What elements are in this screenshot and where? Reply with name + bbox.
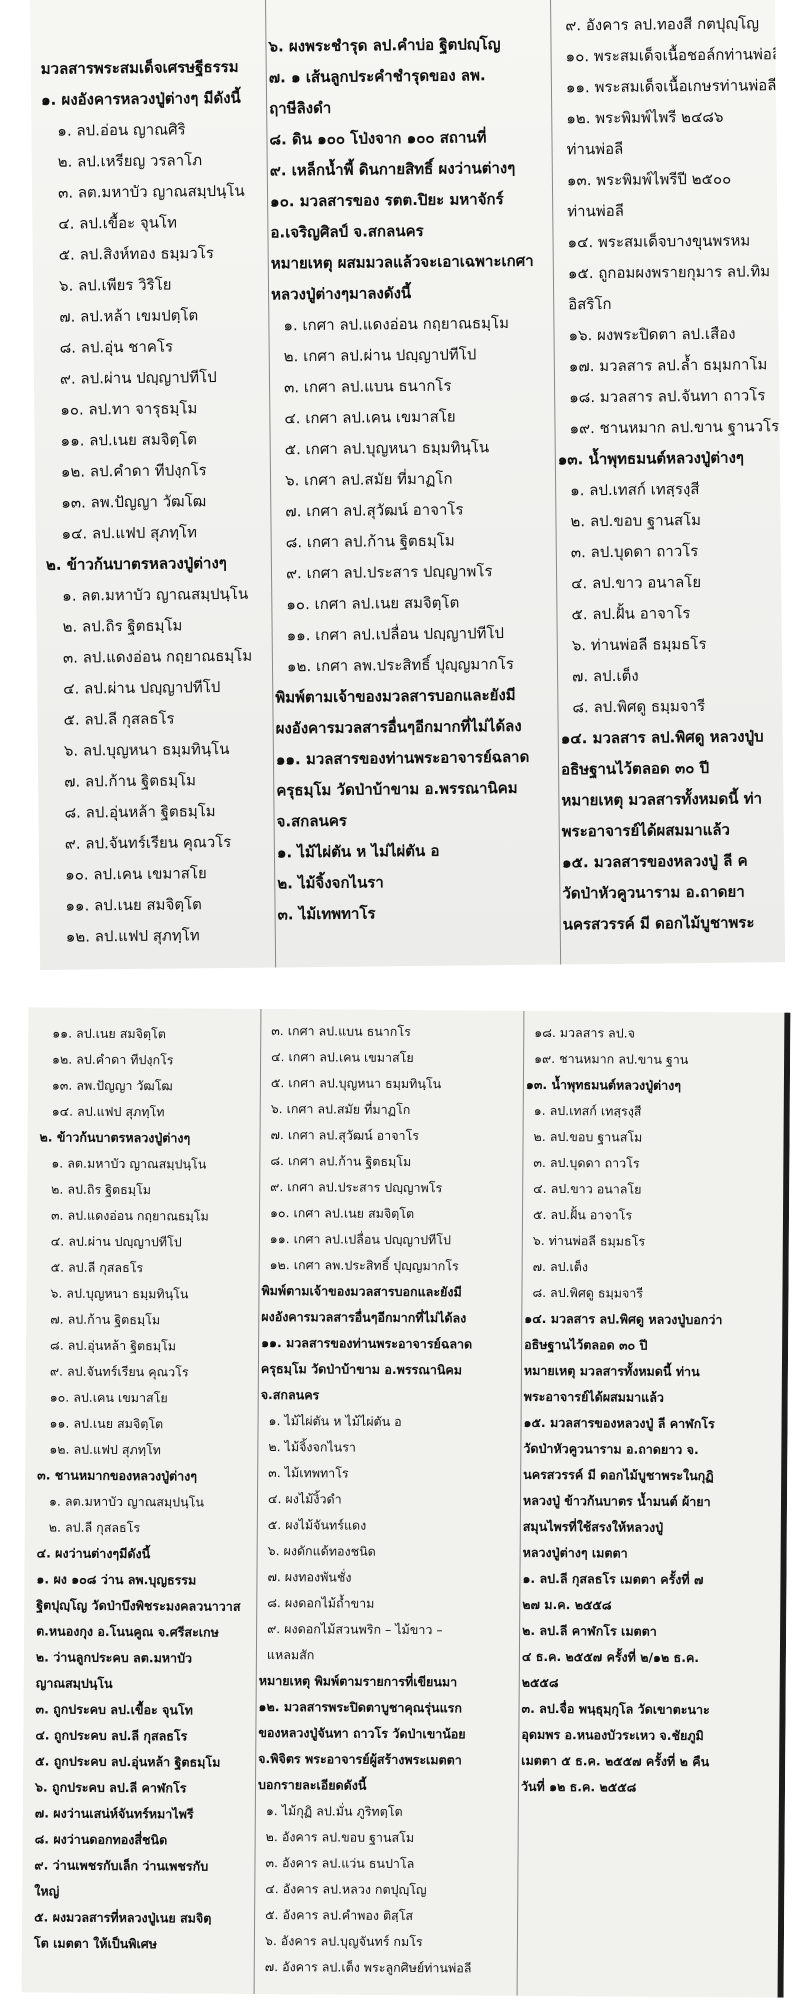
text-line: ๑๑. ลป.เนย สมจิตฺโต	[52, 1025, 166, 1042]
text-line: ๒๗ ม.ค. ๒๕๕๘	[522, 1596, 612, 1613]
text-line: ๕. ลป.สิงห์ทอง ธมฺมวโร	[58, 244, 214, 264]
text-line: ๑๐. ลป.ทา จารุธมฺโม	[60, 399, 198, 419]
text-line: ของหลวงปู่จันทา ถาวโร วัดป่าเขาน้อย	[258, 1724, 466, 1742]
text-line: ๓. ลป.แดงอ่อน กถฺยาณธมฺโม	[62, 646, 253, 667]
text-line: ครุธมฺโม วัดป่าบ้าขาม อ.พรรณานิคม	[260, 1360, 463, 1378]
text-line: ๗. ผงว่านเสน่ห์จันทร์หมาไพรี	[34, 1805, 194, 1822]
text-line: ๙. ลป.จันทร์เรียน คุณวโร	[49, 1363, 189, 1380]
text-line: ๑๒. เกศา ลพ.ประสิทธิ์ ปุญฺญมากโร	[269, 1257, 459, 1274]
text-line: ๑๑. ลป.เนย สมจิตฺโต	[49, 1415, 164, 1432]
text-line: ๑๖. ผงพระปิดตา ลป.เสือง	[568, 324, 736, 345]
text-line: ๑. ไม้ไผ่ตัน ห ไม้ไผ่ตัน อ	[268, 1413, 402, 1429]
text-line: ๒. ลป.ลี กุสลธโร	[48, 1519, 141, 1536]
text-line: ๙. ลป.จันทร์เรียน คุณวโร	[64, 832, 232, 853]
text-line: ๗. ผงทองพันชั่ง	[267, 1569, 352, 1585]
text-line: พิมพ์ตามเจ้าของมวลสารบอกและยังมี	[261, 1282, 462, 1300]
text-line: ๕. ผงมวลสารที่หลวงปู่เนย สมจิตฺ	[34, 1909, 212, 1926]
text-line: ๙. เกศา ลป.ประสาร ปญฺญาพโร	[285, 562, 493, 583]
column-2	[265, 0, 556, 967]
text-line: ๑๓. น้ำพุทธมนต์หลวงปู่ต่างๆ	[525, 1076, 682, 1093]
text-line: ๖. เกศา ลป.สมัย ที่มาฏโก	[284, 469, 453, 490]
text-line: ๒. ลป.เหรียญ วรลาโภ	[57, 151, 203, 171]
text-line: ๖. ผงพระชำรุด ลป.คำบ่อ ฐิตปญฺโญ	[268, 35, 501, 56]
text-line: ๔. เกศา ลป.เคน เขมาสโย	[271, 1049, 414, 1066]
text-line: ๘. ลป.อุ่น ชาคโร	[59, 337, 174, 357]
text-line: ญาณสมฺปนฺโน	[35, 1675, 113, 1691]
column-2	[254, 1009, 517, 1996]
column-3	[517, 1011, 787, 1998]
text-line: ๖. ถูกประคบ ลป.ลี คาฬกโร	[34, 1779, 187, 1796]
text-line: ๓. ลป.แดงอ่อน กถฺยาณธมฺโม	[50, 1207, 209, 1224]
text-line: ๖. ท่านพ่อลี ธมฺมธโร	[532, 1232, 646, 1249]
column-1	[32, 1007, 254, 1993]
text-line: ต.หนองกุง อ.โนนคูณ จ.ศรีสะเกษ	[36, 1623, 219, 1640]
text-line: วันที่ ๑๒ ธ.ค. ๒๕๕๘	[520, 1778, 637, 1795]
text-line: ๑. ลต.มหาบัว ญาณสมฺปนฺโน	[51, 1155, 207, 1172]
text-line: ๑๒. เกศา ลพ.ประสิทธิ์ ปุญฺญมากโร	[286, 654, 514, 676]
text-line: ๑๔. ลป.แฟป สุภทฺโท	[61, 523, 198, 543]
text-line: ๑. ผง ๑๐๘ ว่าน ลพ.บุญธรรม	[36, 1571, 197, 1588]
document-photo-1	[30, 0, 785, 970]
text-line: แหลมสัก	[266, 1647, 315, 1663]
text-line: ๘. ผงว่านดอกทองสี่ชนิด	[34, 1831, 168, 1848]
text-line: ๕. ลป.ฝั้น อาจาโร	[571, 604, 691, 624]
text-line: หมายเหตุ พิมพ์ตามรายการที่เขียนมา	[258, 1672, 458, 1690]
text-line: ๑. ลป.เทสก์ เทสฺรงฺสี	[570, 480, 700, 500]
text-line: ๒. ลป.ขอบ ฐานสโม	[570, 511, 702, 531]
text-line: นครสวรรค์ มี ดอกไม้บูชาพระในกุฏิ	[523, 1466, 714, 1484]
text-line: ๒๕๕๘	[521, 1674, 559, 1691]
text-line: ๗. ลป.ก้าน ฐิตธมฺโม	[64, 771, 197, 791]
text-line: ๘. ผงดอกไม้ถ้ำขาม	[267, 1595, 375, 1611]
text-line: ๑๕. ถูกอมผงพรายกุมาร ลป.ทิม	[567, 262, 771, 283]
text-line: ๘. ลป.อุ่นหล้า ฐิตธมฺโม	[64, 802, 216, 822]
text-line: ๑. ลต.มหาบัว ญาณสมฺปนฺโน	[62, 584, 249, 605]
text-line: ๓. ลป.บุดดา ถาวโร	[533, 1154, 640, 1171]
text-line: ๑. เกศา ลป.แดงอ่อน กถฺยาณธมฺโม	[283, 314, 510, 335]
text-line: ๑๓. ลพ.ปัญญา วัฒโฒ	[51, 1077, 173, 1094]
text-line: ๑๑. ลป.เนย สมจิตฺโต	[60, 430, 198, 450]
text-line: หลวงปู่ ข้าวก้นบาตร น้ำมนต์ ผ้ายา	[522, 1492, 711, 1510]
text-line: เมตตา ๕ ธ.ค. ๒๕๕๗ ครั้งที่ ๒ คืน	[521, 1752, 710, 1770]
text-line: ๓. ลต.มหาบัว ญาณสมฺปนฺโน	[57, 181, 245, 202]
text-line: ๒. ข้าวก้นบาตรหลวงปู่ต่างๆ	[39, 1129, 191, 1146]
text-line: ๘. เกศา ลป.ก้าน ฐิตธมฺโม	[285, 531, 455, 552]
text-line: ๙. อังคาร ลป.ทองสี กตปุญฺโญ	[565, 14, 760, 35]
text-line: ๕. อังคาร ลป.คำพอง ติสฺโส	[265, 1907, 414, 1924]
text-line: ๔. ผงไม้งิ้วดำ	[267, 1491, 342, 1507]
text-line: ๒. ไม้จิ้งจกไนรา	[268, 1439, 357, 1455]
text-line: ๑๕. มวลสารของหลวงปู่ ลี ค	[561, 851, 748, 872]
text-line: ๑๙. ชานหมาก ลป.ขาน ฐาน	[534, 1050, 689, 1067]
text-line: บอกรายละเอียดดังนี้	[257, 1776, 367, 1793]
text-line: ๑๐. เกศา ลป.เนย สมจิตฺโต	[269, 1205, 415, 1222]
text-line: ๑๒. ลป.คำดา ทีปงฺกโร	[60, 461, 207, 481]
text-line: ๗. ลป.ก้าน ฐิตธมฺโม	[50, 1311, 161, 1328]
text-line: อ.เจริญศิลป์ จ.สกลนคร	[270, 221, 424, 242]
text-line: ๔ ธ.ค. ๒๕๕๗ ครั้งที่ ๒/๑๒ ธ.ค.	[521, 1648, 700, 1666]
text-line: ๓. ถูกประคบ ลป.เขื้อะ จุนโท	[35, 1701, 193, 1718]
column-3	[550, 0, 785, 965]
text-line: ๑๐. มวลสารของ รตต.ปิยะ มหาจักร์	[270, 190, 504, 211]
text-line: ๑๐. ลป.เคน เขมาสโย	[49, 1389, 168, 1406]
text-line: ๓. ลป.บุดดา ถาวโร	[570, 542, 699, 562]
text-line: ๓. ไม้เทพทาโร	[268, 1465, 349, 1481]
text-line: ๘. ลป.พิศดู ธมฺมจารี	[532, 1284, 644, 1301]
text-line: วัดป่าหัวคูวนาราม อ.ถาดยาว จ.	[523, 1440, 699, 1458]
text-line: ๘. เกศา ลป.ก้าน ฐิตธมฺโม	[270, 1153, 412, 1170]
text-line: ๙. ผงดอกไม้สวนพริก – ไม้ขาว –	[267, 1621, 443, 1638]
text-line: ๑๒. มวลสารพระปิดตาบูชาคุณรุ่นแรก	[258, 1698, 463, 1716]
text-line: ๑. ไม้ไผ่ตัน ห ไม่ไผ่ตัน อ	[276, 841, 440, 862]
text-line: ๖. ท่านพ่อลี ธมฺมธโร	[571, 634, 707, 655]
text-line: จ.สกลนคร	[260, 1386, 320, 1403]
text-line: ๙. ลป.ผ่าน ปญฺญาปทีโป	[59, 368, 217, 388]
text-line: พระอาจารย์ได้ผสมมาแล้ว	[561, 820, 731, 841]
text-line: ๑๑. มวลสารของท่านพระอาจารย์ฉลาด	[275, 747, 530, 769]
text-line: ๑๔. พระสมเด็จบางขุนพรหม	[567, 231, 751, 252]
text-line: ๖. ลป.เพียร วิริโย	[58, 275, 172, 295]
text-line: ๕. ลป.ฝั้น อาจาโร	[532, 1206, 633, 1223]
column-1	[38, 0, 268, 970]
text-line: ๓. ไม้เทพทาโร	[277, 904, 376, 924]
text-line: ๑. ผงอังคารหลวงปู่ต่างๆ มีดังนี้	[40, 88, 241, 109]
text-line: ๗. เกศา ลป.สุวัฒน์ อาจาโร	[270, 1127, 420, 1144]
text-line: ๖. ลป.บุญหนา ธมฺมทินฺโน	[63, 739, 230, 760]
text-line: ๔. ถูกประคบ ลป.ลี กุสลธโร	[35, 1727, 188, 1744]
text-line: ฤาษีลิงดำ	[269, 98, 332, 118]
text-line: จ.พิจิตร พระอาจารย์ผู้สร้างพระเมตตา	[258, 1750, 462, 1768]
text-line: ๑๔. มวลสาร ลป.พิศดู หลวงปู่บ	[560, 727, 764, 748]
text-line: ๑๐. พระสมเด็จเนื้อชอล์กท่านพ่อลี	[565, 45, 782, 66]
text-line: ๗. ลป.หล้า เขมปตฺโต	[59, 306, 199, 326]
text-line: อธิษฐานไว้ตลอด ๓๐ ปี	[560, 758, 710, 779]
text-line: ๑๑. ลป.เนย สมจิตฺโต	[65, 895, 202, 915]
text-line: ใหญ่	[34, 1883, 60, 1899]
text-line: ๔. ลป.เขื้อะ จุนโท	[58, 213, 178, 233]
text-line: ๔. ผงว่านต่างๆมีดังนี้	[36, 1545, 151, 1562]
text-line: ๙. ว่านเพชรกับเล็ก ว่านเพชรกับ	[34, 1857, 209, 1874]
text-line: ๒. ไม้จิ้งจกไนรา	[277, 873, 384, 893]
text-line: ๑. ลป.อ่อน ญาณศิริ	[57, 120, 186, 140]
text-line: ๓. เกศา ลป.แบน ธนากโร	[271, 1023, 411, 1040]
text-line: ๑. ลต.มหาบัว ญาณสมฺปนฺโน	[48, 1493, 204, 1510]
text-line: อิสริโก	[568, 294, 612, 314]
text-line: ๖. อังคาร ลป.บุญจันทร์ กมโร	[264, 1933, 423, 1950]
text-line: ๒. ลป.ถิร ฐิตธมฺโม	[62, 616, 183, 636]
text-line: ๑๒. ลป.แฟป สุภทฺโท	[49, 1441, 161, 1458]
text-line: ๘. ลป.พิศดู ธมฺมจารี	[572, 696, 706, 717]
text-line: ๑๐. ลป.เคน เขมาสโย	[65, 864, 207, 884]
text-line: จ.สกลนคร	[276, 811, 347, 831]
text-line: ๑๓. น้ำพุทธมนต์หลวงปู่ต่างๆ	[557, 448, 745, 469]
text-line: หลวงปู่ต่างๆมาลงดังนี้	[271, 284, 412, 304]
text-line: ผงอังคารมวลสารอื่นๆอีกมากที่ไม่ได้ลง	[275, 716, 522, 738]
text-line: ๗. ๑ เส้นลูกประคำชำรุดของ ลพ.	[268, 66, 486, 87]
text-line: ๑๑. พระสมเด็จเนื้อเกษรท่านพ่อลี	[565, 76, 777, 97]
text-line: ๑๓. ลพ.ปัญญา วัฒโฒ	[61, 492, 207, 512]
text-line: ๑. ลป.ลี กุสลธโร เมตตา ครั้งที่ ๗	[522, 1570, 704, 1588]
text-line: ๕. ลป.ลี กุสลธโร	[63, 709, 175, 729]
text-line: ๔. เกศา ลป.เคน เขมาสโย	[284, 407, 456, 428]
text-line: ๓. ชานหมากของหลวงปู่ต่างๆ	[37, 1467, 198, 1484]
text-line: โต เมตตา ให้เป็นพิเศษ	[33, 1935, 158, 1952]
text-line: ๕. ถูกประคบ ลป.อุ่นหล้า ฐิตธมฺโม	[35, 1753, 221, 1770]
text-line: ๑๔. มวลสาร ลป.พิศดู หลวงปู่บอกว่า	[524, 1310, 723, 1328]
text-line: ๓. อังคาร ลป.แว่น ธนปาโล	[265, 1855, 415, 1872]
text-line: ๑๘. มวลสาร ลป.จันทา ถาวโร	[569, 386, 766, 407]
document-photo-2	[22, 1007, 791, 1997]
text-line: ๑๐. เกศา ลป.เนย สมจิตฺโต	[286, 593, 460, 614]
text-line: ๔. ลป.ผ่าน ปญฺญาปทีโป	[50, 1233, 182, 1250]
text-line: ๑๑. เกศา ลป.เปลื่อน ปญฺญาปทีโป	[269, 1231, 452, 1248]
text-line: ๔. ลป.ผ่าน ปญฺญาปทีโป	[63, 678, 221, 698]
text-line: ๒. ลป.ขอบ ฐานสโม	[533, 1128, 643, 1145]
text-line: พระอาจารย์ได้ผสมมาแล้ว	[523, 1388, 664, 1405]
text-line: หมายเหตุ มวลสารทั้งหมดนี้ ท่าน	[523, 1362, 700, 1380]
text-line: ๗. เกศา ลป.สุวัฒน์ อาจาโร	[285, 500, 464, 521]
text-line: ๔. ลป.ขาว อนาลโย	[571, 573, 702, 593]
text-line: ๓. เกศา ลป.แบน ธนากโร	[283, 376, 452, 397]
text-line: ๖. เกศา ลป.สมัย ที่มาฏโก	[270, 1101, 411, 1118]
text-line: ๖. ลป.บุญหนา ธมฺมทินฺโน	[50, 1285, 189, 1302]
text-line: ๓. ลป.จื่อ พนฺธุมฺกุโล วัดเขาตะนาะ	[521, 1700, 710, 1718]
text-line: อุดมพร อ.หนองบัวระเหว จ.ชัยภูมิ	[521, 1726, 704, 1744]
text-line: ฐิตปุญฺโญ วัดป่าบึงพิชระมงคลวนาวาส	[36, 1597, 241, 1614]
text-line: ๑๑. มวลสารของท่านพระอาจารย์ฉลาด	[261, 1334, 473, 1352]
text-line: ๑. ลป.เทสก์ เทสฺรงฺสี	[533, 1102, 642, 1119]
text-line: ๑๘. มวลสาร ลป.จ	[534, 1024, 636, 1041]
text-line: ๕. ผงไม้จันทร์แดง	[267, 1517, 367, 1533]
text-line: ๗. ลป.เต็ง	[532, 1258, 589, 1275]
text-line: ๘. ลป.อุ่นหล้า ฐิตธมฺโม	[50, 1337, 177, 1354]
text-line: ๑๒. ลป.แฟป สุภทฺโท	[65, 926, 200, 946]
text-line: ๘. ดิน ๑๐๐ โป่งจาก ๑๐๐ สถานที่	[269, 128, 487, 149]
text-line: ๔. อังคาร ลป.หลวง กตปุญฺโญ	[265, 1881, 427, 1898]
text-line: ผงอังคารมวลสารอื่นๆอีกมากที่ไม่ได้ลง	[261, 1308, 467, 1326]
text-line: ๑๒. ลป.คำดา ทีปงฺกโร	[52, 1051, 174, 1068]
text-line: ๑๙. ชานหมาก ลป.ขาน ฐานวโร	[569, 417, 780, 438]
text-line: ๑๔. ลป.แฟป สุภทฺโท	[51, 1103, 165, 1120]
text-line: อธิษฐานไว้ตลอด ๓๐ ปี	[524, 1336, 648, 1353]
text-line: ๙. เหล็กน้ำพี้ ดินกายสิทธิ์ ผงว่านต่างๆ	[269, 158, 516, 180]
text-line: ๑๒. พระพิมพ์ไพรี ๒๔๘๖	[566, 107, 724, 128]
text-line: ๑. ไม้กุฏิ ลป.มั่น ภูริทตฺโต	[265, 1803, 403, 1819]
text-line: ๕. เกศา ลป.บุญหนา ธมฺมทินฺโน	[284, 438, 490, 459]
text-line: ๙. เกศา ลป.ประสาร ปญฺญาพโร	[270, 1179, 443, 1196]
text-line: ๖. ผงดักแด้ทองชนิด	[267, 1543, 376, 1559]
text-line: ๒. เกศา ลป.ผ่าน ปญฺญาปทีโป	[283, 345, 477, 366]
text-line: ๑๗. มวลสาร ลป.ล้ำ ธมฺมกาโม	[568, 355, 768, 376]
text-line: ครุธมฺโม วัดป่าบ้าขาม อ.พรรณานิคม	[276, 778, 518, 800]
text-line: สมุนไพรที่ใช้สรงให้หลวงปู่	[522, 1518, 664, 1535]
text-line: ๒. ลป.ลี คาฬกโร เมตตา	[522, 1622, 657, 1639]
text-line: ๑๕. มวลสารของหลวงปู่ ลี คาฬกโร	[523, 1414, 715, 1432]
text-line: ๒. ข้าวก้นบาตรหลวงปู่ต่างๆ	[45, 553, 227, 574]
text-line: ท่านพ่อลี	[567, 201, 624, 221]
text-line: หมายเหตุ ผสมมวลแล้วจะเอาเฉพาะเกศา	[270, 251, 534, 273]
text-line: ๔. ลป.ขาว อนาลโย	[533, 1180, 642, 1197]
text-line: นครสวรรค์ มี ดอกไม้บูชาพระ	[562, 913, 755, 934]
text-line: ๑๑. เกศา ลป.เปลื่อน ปญฺญาปทีโป	[286, 624, 505, 645]
text-line: ท่านพ่อลี	[566, 139, 624, 159]
text-line: ๗. อังคาร ลป.เต็ง พระลูกศิษย์ท่านพ่อลี	[264, 1959, 472, 1976]
text-line: ๒. ลป.ถิร ฐิตธมฺโม	[51, 1181, 152, 1198]
text-line: ๒. ว่านลูกประคบ ลต.มหาบัว	[35, 1649, 193, 1666]
text-line: ๗. ลป.เต็ง	[572, 666, 639, 686]
text-line: หมายเหตุ มวลสารทั้งหมดนี้ ท่า	[561, 789, 763, 810]
text-line: พิมพ์ตามเจ้าของมวลสารบอกและยังมี	[275, 685, 516, 707]
text-line: มวลสารพระสมเด็จเศรษฐีธรรม	[40, 57, 239, 78]
text-line: วัดป่าหัวคูวนาราม อ.ถาดยา	[562, 882, 745, 903]
text-line: ๕. เกศา ลป.บุญหนา ธมฺมทินฺโน	[270, 1075, 442, 1092]
text-line: ๑๓. พระพิมพ์ไพรีปี ๒๕๐๐	[566, 169, 732, 190]
text-line: ๕. ลป.ลี กุสลธโร	[50, 1259, 144, 1276]
text-line: ๒. อังคาร ลป.ขอบ ฐานสโม	[265, 1829, 415, 1846]
text-line: หลวงปู่ต่างๆ เมตตา	[522, 1544, 628, 1561]
